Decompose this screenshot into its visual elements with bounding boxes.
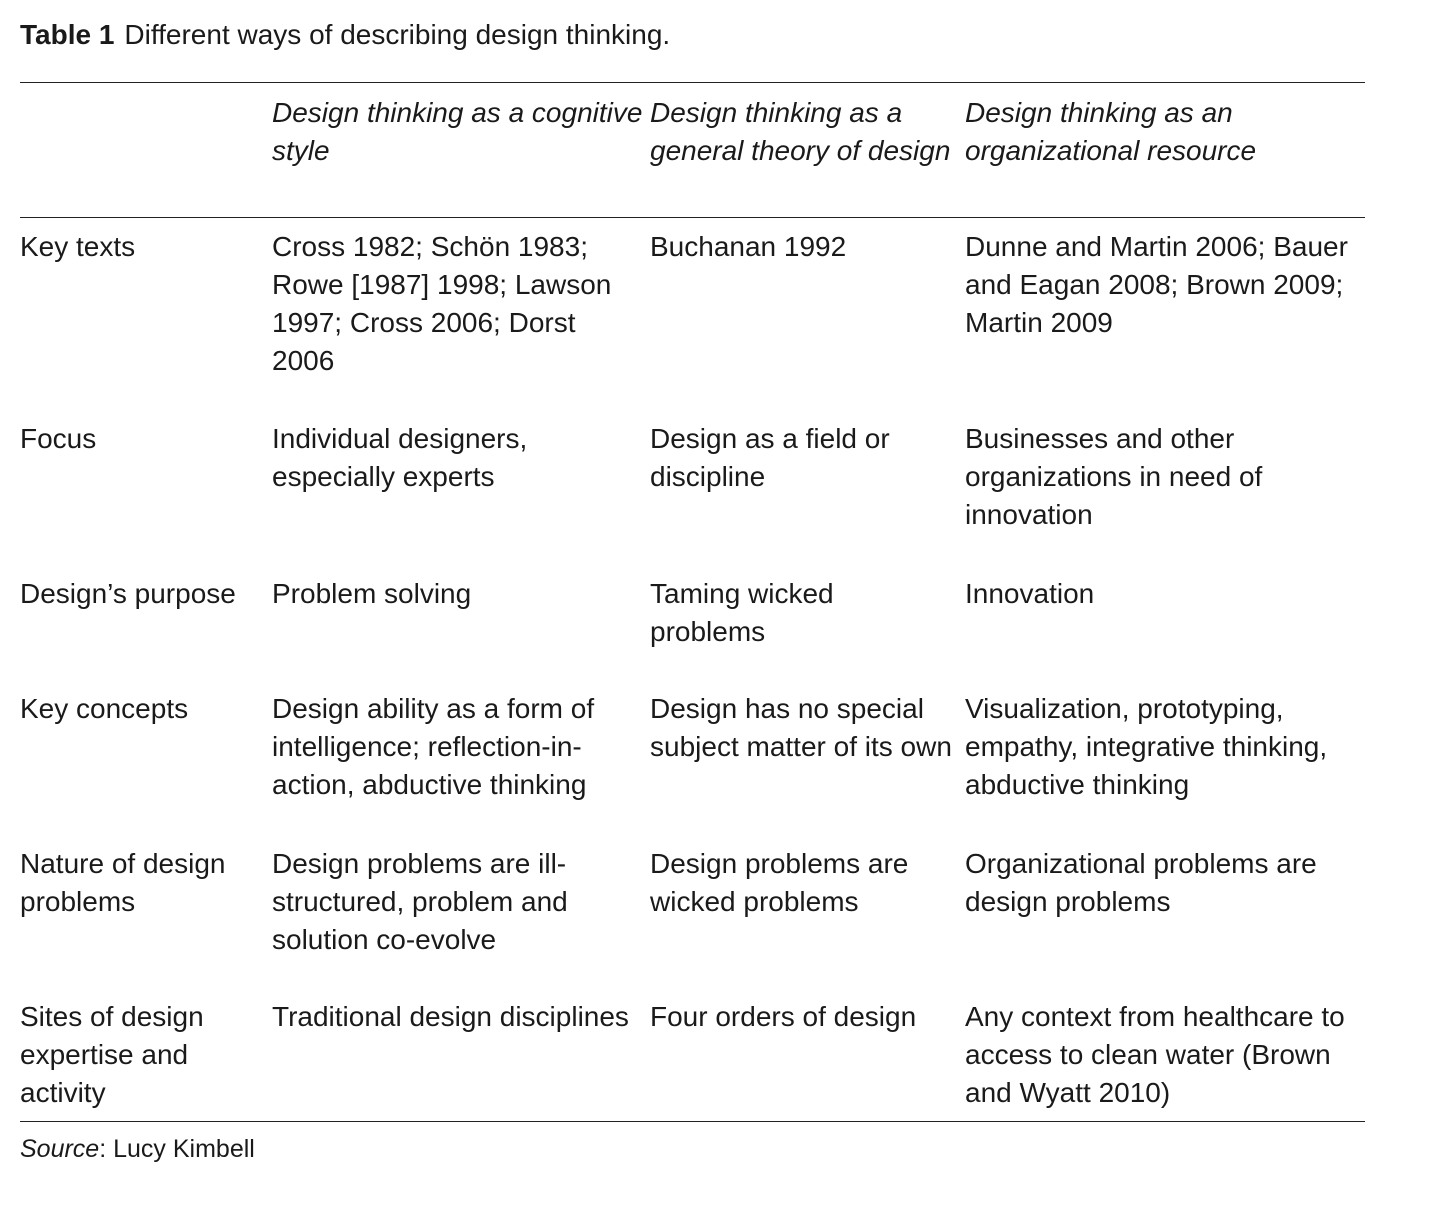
table-header-rule — [20, 217, 1365, 218]
table-cell: Taming wicked problems — [650, 578, 834, 647]
table-cell: Businesses and other organizations in need of innovation — [965, 423, 1263, 530]
column-header-organizational-resource: Design thinking as an organizational resource — [965, 97, 1257, 166]
row-label-designs-purpose: Design’s purpose — [20, 578, 236, 609]
table-cell: Organizational problems are design problems — [965, 848, 1317, 917]
table-cell: Traditional design disciplines — [272, 1001, 629, 1032]
table-cell: Visualization, prototyping, empathy, integrative thinking, abductive thinking — [965, 693, 1328, 800]
table-cell: Design ability as a form of intelligence; reflection-in-action, abductive thinking — [272, 693, 595, 800]
table-number: Table 1 — [20, 19, 115, 50]
table-title: Different ways of describing design thinking. — [124, 19, 671, 50]
source-text: : Lucy Kimbell — [99, 1135, 255, 1163]
table-cell: Four orders of design — [650, 1001, 917, 1032]
row-label-key-concepts: Key concepts — [20, 693, 189, 724]
table-cell: Design problems are ill-structured, problem and solution co-evolve — [272, 848, 568, 955]
column-header-general-theory: Design thinking as a general theory of design — [650, 97, 951, 166]
table-cell: Design as a field or discipline — [650, 423, 890, 492]
row-label-focus: Focus — [20, 423, 97, 454]
table-top-rule — [20, 82, 1365, 83]
table-cell: Design problems are wicked problems — [650, 848, 909, 917]
table-cell: Innovation — [965, 578, 1095, 609]
row-label-sites-of-design-expertise: Sites of design expertise and activity — [20, 1001, 204, 1108]
table-cell: Dunne and Martin 2006; Bauer and Eagan 2008; Brown 2009; Martin 2009 — [965, 231, 1348, 338]
table-source-note — [20, 1130, 255, 1168]
table-cell: Cross 1982; Schön 1983; Rowe [1987] 1998; Lawson 1997; Cross 2006; Dorst 2006 — [272, 231, 612, 376]
table-cell: Design has no special subject matter of its own — [650, 693, 952, 762]
table-cell: Buchanan 1992 — [650, 231, 847, 262]
table-cell: Any context from healthcare to access to clean water (Brown and Wyatt 2010) — [965, 1001, 1345, 1108]
column-header-cognitive-style: Design thinking as a cognitive style — [272, 97, 643, 166]
table-bottom-rule — [20, 1121, 1365, 1122]
row-label-nature-of-design-problems: Nature of design problems — [20, 848, 226, 917]
source-label: Source — [20, 1135, 100, 1163]
table-cell: Individual designers, especially experts — [272, 423, 528, 492]
row-label-key-texts: Key texts — [20, 231, 136, 262]
table-cell: Problem solving — [272, 578, 472, 609]
table-caption — [20, 14, 670, 56]
